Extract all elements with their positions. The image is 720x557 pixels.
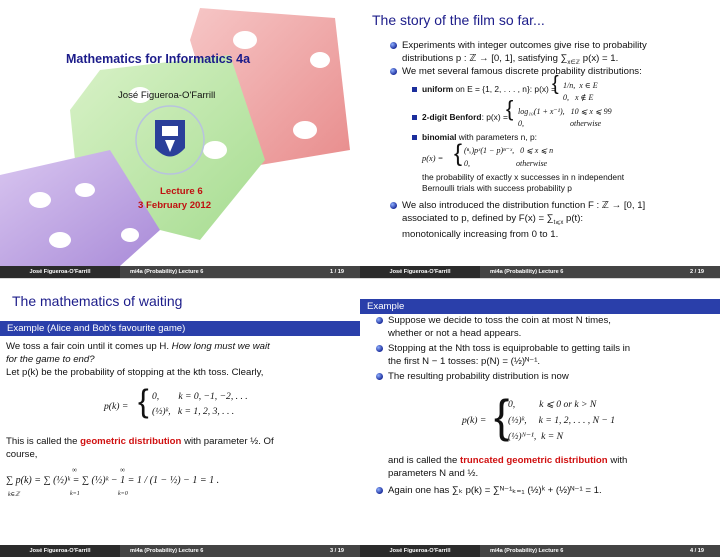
footer-author: José Figueroa-O'Farrill — [0, 266, 120, 278]
bullet-icon — [376, 345, 383, 352]
example-box-header: Example (Alice and Bob's favourite game) — [0, 321, 360, 336]
bullet-icon — [376, 487, 383, 494]
footer-page: 4 / 19 — [690, 548, 704, 554]
bullet-resulting: The resulting probability distribution is now — [388, 371, 718, 384]
sum-upper-2: ∞ — [120, 466, 125, 474]
footer-course: mi4a (Probability) Lecture 6 — [490, 548, 564, 554]
sum-lower-3: k=0 — [118, 491, 128, 497]
bullet-distribution-function: We also introduced the distribution function F : ℤ → [0, 1] associated to p, defined by $F(x) = \sum_{t⩽x}$ p(t): monotonically increasing from 0 to 1. — [402, 200, 720, 242]
footer — [360, 266, 720, 278]
item-uniform: uniform on E = {1, 2, . . . , n}: p(x) = { 1/n, x ∈ E 0, x ∉ E — [422, 84, 712, 95]
item-benford: 2-digit Benford: p(x) = { log₁₀(1 + x⁻¹), 10 ⩽ x ⩽ 99 0, otherwise — [422, 112, 712, 123]
footer-course: mi4a (Probability) Lecture 6 — [130, 269, 204, 275]
geometric-lhs: p(k) = — [104, 401, 129, 412]
bullet-icon — [390, 202, 397, 209]
geometric-case-1: 0, k = 0, −1, −2, . . . — [152, 391, 248, 402]
sum-lower-1: k∈ℤ — [8, 492, 20, 498]
footer-course: mi4a (Probability) Lecture 6 — [130, 548, 204, 554]
square-bullet-icon — [412, 115, 417, 120]
bullet-stopping: Stopping at the Nth toss is equiprobable to getting tails in the first N − 1 tosses: p(N) = (½)ᴺ⁻¹. — [388, 343, 718, 368]
slide-2-recap: The story of the film so far... Experiments with integer outcomes give rise to probability distributions p : ℤ → [0, 1], satisfying $\sum_{x\in ℤ}$ p(x) = 1. We met several famous discrete probability distributions: uniform on E = {1, 2, . . . , n}: p(x) = { 1/n, x ∈ E 0, x ∉ E 2-digit Benford: p(x) = { log₁₀(1 + x⁻¹), 10 ⩽ x ⩽ 99 0, otherwise binomial with parameters n, p: p(x) = { (ⁿₓ)pˣ(1 − p)ⁿ⁻ˣ, 0 ⩽ x ⩽ n 0, otherwise the probability of exactly x successes in n independent Bernoulli trials with success probability p We also introduced the distribution function F : ℤ → [0, 1] associated to p, defined by $F(x) = \sum_{t⩽x}$ p(t): monotonically increasing from 0 to 1. José Figueroa-O'Farrill mi4a (Probability) Lecture 6 2 / 19 — [360, 0, 720, 278]
bullet-distributions: Experiments with integer outcomes give rise to probability distributions p : ℤ → [0, 1], satisfying $\sum_{x\in ℤ}$ p(x) = 1. — [402, 40, 720, 69]
slide-4-truncated: Example Suppose we decide to toss the coin at most N times, whether or not a head appears. Stopping at the Nth toss is equiprobable to getting tails in the first N − 1 tosses: p(N) = (½)ᴺ⁻¹. The resulting probability distribution is now p(k) = { 0, k ⩽ 0 or k > N (½)ᵏ, k = 1, 2, . . . , N − 1 (½)ᴺ⁻¹, k = N and is called the truncated geometric distribution with parameters N and ½. Again one has ∑ₖ p(k) = ∑ᴺ⁻¹ₖ₌₁ (½)ᵏ + (½)ᴺ⁻¹ = 1. José Figueroa-O'Farrill mi4a (Probability) Lecture 6 4 / 19 — [360, 279, 720, 557]
binomial-desc-2: Bernoulli trials with success probability p — [422, 183, 572, 193]
footer-author: José Figueroa-O'Farrill — [360, 266, 480, 278]
truncated-def-line-2: parameters N and ½. — [388, 468, 479, 479]
slide-3-waiting: The mathematics of waiting Example (Alice and Bob's favourite game) We toss a fair coin until it comes up H. How long must we wait for the game to end? Let p(k) be the probability of stopping at the kth toss. Clearly, p(k) = { 0, k = 0, −1, −2, . . . (½)ᵏ, k = 1, 2, 3, . . . This is called the geometric distribution with parameter ½. Of course, ∑ p(k) = ∑ (½)ᵏ = ∑ (½)ᵏ − 1 = 1 / (1 − ½) − 1 = 1 . k∈ℤ k=1 k=0 ∞ ∞ José Figueroa-O'Farrill mi4a (Probability) Lecture 6 3 / 19 — [0, 279, 360, 557]
footer — [0, 545, 360, 557]
footer-author: José Figueroa-O'Farrill — [360, 545, 480, 557]
bullet-icon — [376, 373, 383, 380]
lecture-number: Lecture 6 — [160, 186, 203, 197]
footer-page: 1 / 19 — [330, 269, 344, 275]
bullet-famous: We met several famous discrete probability distributions: — [402, 66, 720, 79]
bullet-icon — [390, 68, 397, 75]
bullet-toss-n: Suppose we decide to toss the coin at most N times, whether or not a head appears. — [388, 315, 718, 340]
footer — [360, 545, 720, 557]
binomial-lhs: p(x) = — [422, 154, 444, 163]
sum-equation: ∑ p(k) = ∑ (½)ᵏ = ∑ (½)ᵏ − 1 = 1 / (1 − ½) − 1 = 1 . — [6, 475, 220, 486]
square-bullet-icon — [412, 135, 417, 140]
bullet-sum-again: Again one has ∑ₖ p(k) = ∑ᴺ⁻¹ₖ₌₁ (½)ᵏ + (½)ᴺ⁻¹ = 1. — [388, 485, 718, 498]
example-box-header: Example — [360, 299, 720, 314]
slide-title: The mathematics of waiting — [12, 293, 183, 309]
example-text-1: We toss a fair coin until it comes up H. How long must we wait — [6, 341, 270, 352]
slide-1-title — [0, 0, 360, 278]
binomial-case-2: 0, otherwise — [464, 159, 548, 168]
binomial-desc-1: the probability of exactly x successes in n independent — [422, 172, 625, 182]
footer — [0, 266, 360, 278]
footer-course: mi4a (Probability) Lecture 6 — [490, 269, 564, 275]
bullet-icon — [376, 317, 383, 324]
geometric-def-line: This is called the geometric distribution with parameter ½. Of — [6, 436, 274, 447]
item-binomial: binomial with parameters n, p: — [422, 132, 712, 143]
slide-title: The story of the film so far... — [372, 12, 545, 28]
geometric-case-2: (½)ᵏ, k = 1, 2, 3, . . . — [152, 406, 235, 417]
author-name: José Figueroa-O'Farrill — [118, 90, 216, 101]
truncated-case-1: 0, k ⩽ 0 or k > N — [508, 399, 597, 410]
footer-author: José Figueroa-O'Farrill — [0, 545, 120, 557]
geometric-def-line-2: course, — [6, 449, 38, 460]
sum-upper-1: ∞ — [72, 466, 77, 474]
dice-illustration — [0, 0, 360, 266]
presentation-title: Mathematics for Informatics 4a — [66, 52, 251, 66]
example-text-2: for the game to end? — [6, 354, 95, 365]
truncated-def-line: and is called the truncated geometric distribution with — [388, 455, 628, 466]
example-text-3: Let p(k) be the probability of stopping at the kth toss. Clearly, — [6, 367, 264, 378]
footer-page: 3 / 19 — [330, 548, 344, 554]
binomial-case-1: (ⁿₓ)pˣ(1 − p)ⁿ⁻ˣ, 0 ⩽ x ⩽ n — [464, 146, 554, 155]
truncated-case-3: (½)ᴺ⁻¹, k = N — [508, 431, 564, 442]
sum-lower-2: k=1 — [70, 491, 80, 497]
footer-page: 2 / 19 — [690, 269, 704, 275]
bullet-icon — [390, 42, 397, 49]
lecture-date: 3 February 2012 — [138, 200, 212, 211]
truncated-case-2: (½)ᵏ, k = 1, 2, . . . , N − 1 — [508, 415, 616, 426]
truncated-lhs: p(k) = — [462, 415, 487, 426]
square-bullet-icon — [412, 87, 417, 92]
